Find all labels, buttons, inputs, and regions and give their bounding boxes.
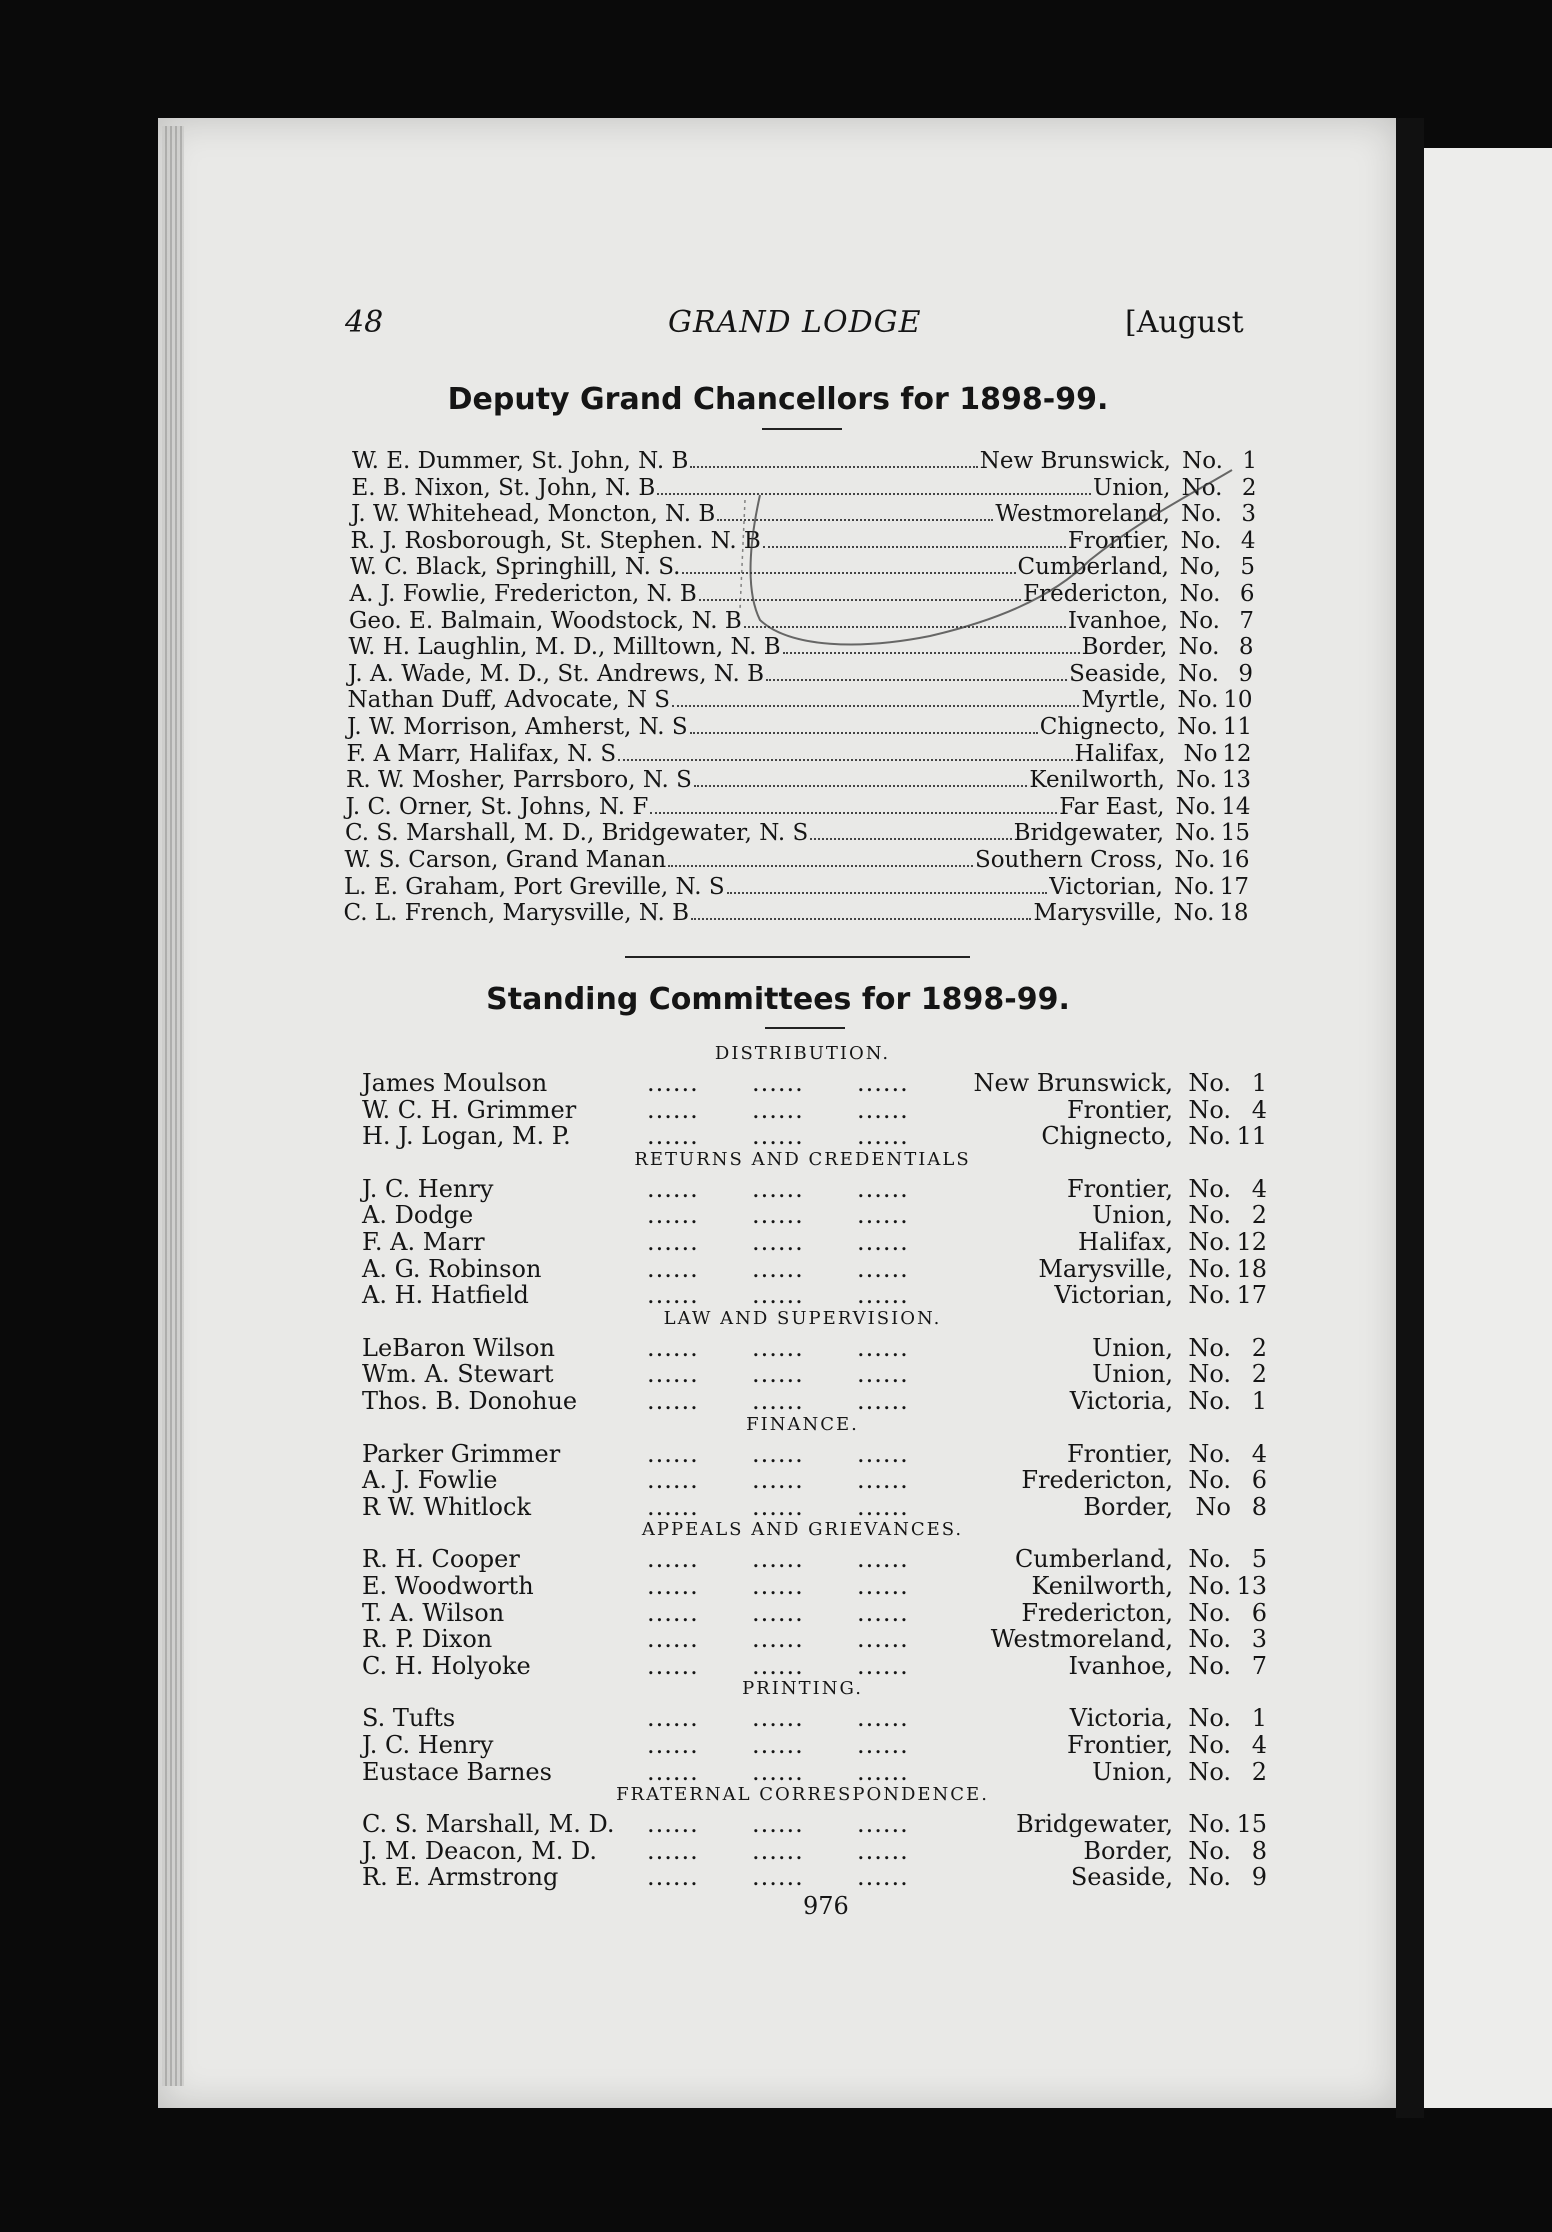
leader-dots: ...... — [752, 1228, 804, 1256]
leader-dots: ...... — [752, 1810, 804, 1839]
deputy-lodge: Fredericton, — [1023, 581, 1169, 607]
deputy-lodge: Kenilworth, — [1029, 767, 1165, 794]
lodge-number: 7 — [1251, 1651, 1267, 1680]
deputy-lodge: New Brunswick, — [979, 448, 1171, 474]
deputy-lodge: Cumberland, — [1017, 554, 1169, 581]
committee-heading: LAW AND SUPERVISION. — [663, 1307, 942, 1329]
lodge-number: 2 — [1251, 1201, 1267, 1230]
leader-dots: ...... — [647, 1731, 699, 1759]
lodge-no-label: No. — [1188, 1095, 1231, 1124]
member-lodge: Westmoreland, — [990, 1625, 1173, 1654]
deputy-lodge: Seaside, — [1069, 660, 1167, 687]
member-name: J. C. Henry — [362, 1731, 494, 1759]
leader-dots: ...... — [752, 1360, 804, 1389]
deputy-name: Geo. E. Balmain, Woodstock, N. B — [349, 607, 742, 634]
lodge-number: 3 — [1251, 1625, 1267, 1654]
lodge-no-label: No. — [1174, 873, 1215, 900]
leader-dots: ...... — [752, 1387, 804, 1415]
lodge-number: 15 — [1220, 820, 1250, 847]
leader-dots: ...... — [752, 1625, 804, 1654]
lodge-number: 10 — [1223, 687, 1253, 714]
leader-dots: ...... — [647, 1095, 699, 1124]
lodge-no-label: No. — [1188, 1836, 1231, 1865]
lodge-no-label: No. — [1173, 900, 1215, 927]
leader-dots: ...... — [647, 1492, 699, 1521]
leader-dots: ...... — [857, 1757, 909, 1786]
deputies-title: Deputy Grand Chancellors for 1898-99. — [447, 382, 1109, 417]
deputy-lodge: Ivanhoe, — [1067, 607, 1168, 634]
leader-dots: ...... — [857, 1704, 909, 1733]
running-month: [August — [1125, 305, 1244, 340]
page-number: 48 — [345, 305, 384, 340]
member-lodge: Union, — [1092, 1757, 1173, 1786]
member-lodge: Union, — [1092, 1360, 1173, 1389]
deputy-lodge: Marysville, — [1033, 900, 1163, 927]
member-lodge: Marysville, — [1038, 1254, 1173, 1283]
lodge-no-label: No. — [1188, 1281, 1231, 1310]
leader-dots: ...... — [647, 1466, 699, 1495]
member-name: F. A. Marr — [362, 1228, 485, 1256]
leader-dots: ...... — [752, 1545, 804, 1574]
lodge-no-label: No. — [1188, 1069, 1231, 1097]
leader-dots: ...... — [857, 1281, 909, 1310]
lodge-number: 8 — [1251, 1492, 1267, 1521]
leader-dots: ...... — [857, 1228, 909, 1256]
deputy-lodge: Myrtle, — [1081, 687, 1167, 714]
lodge-number: 8 — [1238, 634, 1254, 661]
leader-dots: ...... — [647, 1863, 699, 1892]
member-lodge: Victorian, — [1054, 1281, 1173, 1310]
lodge-no-label: No, — [1179, 554, 1221, 581]
lodge-no-label: No. — [1188, 1439, 1231, 1468]
lodge-number: 4 — [1251, 1174, 1267, 1203]
lodge-number: 17 — [1236, 1281, 1267, 1310]
member-lodge: Bridgewater, — [1016, 1810, 1173, 1839]
lodge-number: 18 — [1219, 900, 1249, 927]
deputy-name: C. L. French, Marysville, N. B — [343, 900, 690, 927]
member-name: Parker Grimmer — [362, 1439, 561, 1468]
member-lodge: Cumberland, — [1014, 1545, 1173, 1574]
leader-dots: ...... — [857, 1810, 909, 1839]
lodge-no-label: No. — [1188, 1387, 1231, 1415]
lodge-no-label: No. — [1188, 1201, 1231, 1230]
lodge-no-label: No. — [1181, 474, 1223, 501]
member-name: James Moulson — [362, 1069, 548, 1097]
deputy-name: E. B. Nixon, St. John, N. B — [351, 474, 656, 501]
leader-dots: ...... — [752, 1572, 804, 1600]
lodge-number: 1 — [1251, 1387, 1267, 1415]
lodge-no-label: No. — [1188, 1757, 1231, 1786]
member-lodge: Frontier, — [1066, 1095, 1173, 1124]
deputy-lodge: Border, — [1081, 634, 1168, 661]
lodge-number: 12 — [1222, 740, 1252, 767]
lodge-number: 2 — [1251, 1360, 1267, 1389]
deputy-name: R. J. Rosborough, St. Stephen. N. B — [350, 527, 761, 554]
leader-dots: ...... — [857, 1466, 909, 1495]
member-name: E. Woodworth — [362, 1572, 534, 1600]
deputy-lodge: Far East, — [1059, 793, 1165, 820]
lodge-number: 5 — [1240, 554, 1255, 581]
member-lodge: Kenilworth, — [1031, 1572, 1173, 1600]
member-name: Eustace Barnes — [362, 1757, 552, 1786]
member-name: W. C. H. Grimmer — [362, 1095, 577, 1124]
lodge-number: 4 — [1251, 1439, 1267, 1468]
lodge-no-label: No. — [1176, 767, 1217, 794]
leader-dots: ...... — [647, 1281, 699, 1310]
leader-dots: ...... — [752, 1281, 804, 1310]
lodge-number: 6 — [1239, 581, 1255, 607]
leader-dots: ...... — [857, 1360, 909, 1389]
member-lodge: Fredericton, — [1021, 1598, 1173, 1627]
lodge-number: 14 — [1221, 793, 1251, 820]
deputy-name: F. A Marr, Halifax, N. S — [346, 740, 617, 767]
lodge-number: 3 — [1241, 501, 1256, 528]
lodge-no-label: No. — [1188, 1122, 1231, 1151]
member-lodge: Ivanhoe, — [1068, 1651, 1173, 1680]
lodge-number: 4 — [1251, 1731, 1267, 1759]
lodge-no-label: No. — [1182, 448, 1223, 474]
leader-dots: ...... — [857, 1836, 909, 1865]
leader-dots: ...... — [857, 1625, 909, 1654]
lodge-number: 1 — [1242, 448, 1257, 474]
leader-dots: ...... — [857, 1863, 909, 1892]
deputy-name: W. E. Dummer, St. John, N. B — [352, 448, 689, 474]
deputy-name: A. J. Fowlie, Fredericton, N. B — [349, 581, 697, 607]
committee-heading: FINANCE. — [746, 1413, 859, 1435]
deputy-name: C. S. Marshall, M. D., Bridgewater, N. S — [345, 820, 809, 847]
lodge-no-label: No. — [1177, 714, 1218, 740]
running-title: GRAND LODGE — [668, 305, 922, 340]
lodge-number: 1 — [1251, 1704, 1267, 1733]
leader-dots: ...... — [752, 1704, 804, 1733]
lodge-number: 6 — [1251, 1466, 1267, 1495]
deputy-name: L. E. Graham, Port Greville, N. S — [344, 873, 725, 900]
leader-dots: ...... — [647, 1545, 699, 1574]
lodge-no-label: No. — [1188, 1598, 1231, 1627]
folio-number: 976 — [803, 1892, 849, 1920]
leader-dots: ...... — [857, 1254, 909, 1283]
lodge-number: 18 — [1236, 1254, 1267, 1283]
committee-heading: RETURNS AND CREDENTIALS — [634, 1148, 971, 1170]
member-name: C. H. Holyoke — [362, 1651, 531, 1680]
lodge-no-label: No. — [1181, 501, 1222, 528]
leader-dots: ...... — [647, 1201, 699, 1230]
member-name: H. J. Logan, M. P. — [362, 1122, 571, 1151]
leader-dots: ...... — [647, 1572, 699, 1600]
lodge-no-label: No. — [1178, 634, 1220, 661]
deputy-name: J. A. Wade, M. D., St. Andrews, N. B — [348, 660, 764, 687]
committee-heading: DISTRIBUTION. — [714, 1043, 891, 1064]
deputy-lodge: Southern Cross, — [974, 847, 1164, 873]
member-name: A. H. Hatfield — [362, 1281, 529, 1310]
lodge-no-label: No. — [1174, 847, 1216, 873]
lodge-number: 11 — [1222, 714, 1252, 740]
leader-dots: ...... — [752, 1122, 804, 1151]
leader-dots: ...... — [647, 1360, 699, 1389]
leader-dots: ...... — [857, 1545, 909, 1574]
lodge-number: 6 — [1251, 1598, 1267, 1627]
lodge-no-label: No. — [1188, 1545, 1231, 1574]
member-name: T. A. Wilson — [362, 1598, 505, 1627]
leader-dots: ...... — [857, 1122, 909, 1151]
lodge-no-label: No. — [1188, 1651, 1231, 1680]
member-lodge: Frontier, — [1066, 1731, 1173, 1759]
deputy-name: W. C. Black, Springhill, N. S. — [350, 554, 681, 581]
lodge-number: 15 — [1236, 1810, 1267, 1839]
member-name: J. C. Henry — [362, 1174, 494, 1203]
member-lodge: Victoria, — [1069, 1387, 1173, 1415]
deputy-name: J. C. Orner, St. Johns, N. F — [345, 793, 649, 820]
deputy-lodge: Union, — [1092, 474, 1171, 501]
leader-dots: ...... — [647, 1836, 699, 1865]
member-name: R. E. Armstrong — [362, 1863, 559, 1892]
member-lodge: Halifax, — [1078, 1228, 1173, 1256]
member-name: A. G. Robinson — [362, 1254, 542, 1283]
lodge-number: 5 — [1251, 1545, 1267, 1574]
lodge-no-label: No. — [1188, 1228, 1231, 1256]
leader-dots: ...... — [647, 1069, 699, 1097]
leader-dots: ...... — [857, 1095, 909, 1124]
member-name: J. M. Deacon, M. D. — [362, 1836, 598, 1865]
member-lodge: Border, — [1083, 1836, 1173, 1865]
leader-dots: ...... — [752, 1757, 804, 1786]
deputy-name: W. S. Carson, Grand Manan — [344, 847, 667, 873]
leader-dots: ...... — [752, 1333, 804, 1362]
lodge-number: 13 — [1221, 767, 1251, 794]
lodge-no-label: No. — [1188, 1466, 1231, 1495]
lodge-number: 9 — [1251, 1863, 1267, 1892]
leader-dots: ...... — [647, 1704, 699, 1733]
leader-dots: ...... — [752, 1254, 804, 1283]
lodge-no-label: No. — [1175, 820, 1216, 847]
leader-dots: ...... — [647, 1598, 699, 1627]
leader-dots: ...... — [647, 1174, 699, 1203]
lodge-number: 2 — [1241, 474, 1257, 501]
leader-dots: ...... — [752, 1439, 804, 1468]
leader-dots: ...... — [647, 1757, 699, 1786]
leader-dots: ...... — [752, 1466, 804, 1495]
member-lodge: Border, — [1083, 1492, 1173, 1521]
lodge-no-label: No. — [1177, 687, 1219, 714]
leader-dots: ...... — [647, 1333, 699, 1362]
lodge-no-label: No. — [1188, 1810, 1231, 1839]
deputy-lodge: Frontier, — [1067, 527, 1170, 554]
lodge-number: 7 — [1239, 607, 1254, 634]
lodge-number: 1 — [1251, 1069, 1267, 1097]
leader-dots: ...... — [857, 1174, 909, 1203]
leader-dots: ...... — [857, 1598, 909, 1627]
leader-dots: ...... — [752, 1598, 804, 1627]
member-lodge: Fredericton, — [1021, 1466, 1173, 1495]
leader-dots: ...... — [752, 1731, 804, 1759]
lodge-no-label: No. — [1175, 793, 1217, 820]
deputy-name: Nathan Duff, Advocate, N S — [347, 687, 671, 714]
leader-dots: ...... — [752, 1201, 804, 1230]
lodge-no-label: No. — [1188, 1863, 1231, 1892]
member-name: LeBaron Wilson — [362, 1333, 555, 1362]
committees-title: Standing Committees for 1898-99. — [486, 982, 1070, 1017]
lodge-no-label: No. — [1188, 1572, 1231, 1600]
deputy-lodge: Bridgewater, — [1013, 820, 1164, 847]
leader-dots: ...... — [752, 1863, 804, 1892]
deputy-name: W. H. Laughlin, M. D., Milltown, N. B — [348, 634, 781, 661]
lodge-number: 4 — [1251, 1095, 1267, 1124]
committee-heading: FRATERNAL CORRESPONDENCE. — [616, 1784, 989, 1806]
leader-dots: ...... — [857, 1492, 909, 1521]
member-name: R W. Whitlock — [362, 1492, 531, 1521]
leader-dots: ...... — [857, 1651, 909, 1680]
member-lodge: Chignecto, — [1041, 1122, 1173, 1151]
member-lodge: New Brunswick, — [973, 1069, 1173, 1097]
committee-heading: PRINTING. — [742, 1678, 863, 1700]
leader-dots: ...... — [857, 1069, 909, 1097]
leader-dots: ...... — [752, 1069, 804, 1097]
leader-dots: ...... — [647, 1651, 699, 1680]
member-name: C. S. Marshall, M. D. — [362, 1810, 615, 1839]
deputy-name: J. W. Morrison, Amherst, N. S — [347, 714, 688, 740]
lodge-no-label: No. — [1188, 1625, 1231, 1654]
lodge-number: 13 — [1236, 1572, 1267, 1600]
lodge-no-label: No. — [1188, 1704, 1231, 1733]
committee-heading: APPEALS AND GRIEVANCES. — [641, 1519, 964, 1541]
leader-dots: ...... — [647, 1254, 699, 1283]
leader-dots: ...... — [752, 1651, 804, 1680]
deputy-lodge: Westmoreland, — [995, 501, 1170, 528]
member-name: S. Tufts — [362, 1704, 456, 1733]
member-lodge: Frontier, — [1066, 1174, 1173, 1203]
leader-dots: ...... — [647, 1228, 699, 1256]
leader-dots: ...... — [647, 1625, 699, 1654]
member-lodge: Seaside, — [1070, 1863, 1173, 1892]
member-name: Wm. A. Stewart — [362, 1360, 554, 1389]
leader-dots: ...... — [752, 1174, 804, 1203]
lodge-no-label: No. — [1180, 527, 1222, 554]
leader-dots: ...... — [857, 1572, 909, 1600]
lodge-no-label: No. — [1188, 1174, 1231, 1203]
leader-dots: ...... — [647, 1122, 699, 1151]
leader-dots: ...... — [857, 1333, 909, 1362]
lodge-number: 12 — [1236, 1228, 1267, 1256]
lodge-no-label: No — [1195, 1492, 1231, 1521]
member-name: Thos. B. Donohue — [362, 1387, 578, 1415]
leader-dots: ...... — [647, 1810, 699, 1839]
leader-dots: ...... — [752, 1095, 804, 1124]
member-lodge: Victoria, — [1069, 1704, 1173, 1733]
member-lodge: Union, — [1092, 1201, 1173, 1230]
leader-dots: ...... — [647, 1387, 699, 1415]
lodge-number: 11 — [1236, 1122, 1267, 1151]
leader-dots: ...... — [857, 1731, 909, 1759]
member-name: A. J. Fowlie — [362, 1466, 498, 1495]
member-lodge: Union, — [1092, 1333, 1173, 1362]
lodge-no-label: No — [1183, 740, 1218, 767]
member-name: R. H. Cooper — [362, 1545, 520, 1574]
member-lodge: Frontier, — [1066, 1439, 1173, 1468]
lodge-no-label: No. — [1188, 1360, 1231, 1389]
lodge-no-label: No. — [1188, 1333, 1231, 1362]
lodge-no-label: No. — [1188, 1731, 1231, 1759]
lodge-no-label: No. — [1179, 607, 1220, 634]
member-name: R. P. Dixon — [362, 1625, 493, 1654]
deputy-lodge: Chignecto, — [1039, 714, 1166, 740]
deputy-lodge: Halifax, — [1074, 740, 1166, 767]
leader-dots: ...... — [857, 1201, 909, 1230]
lodge-number: 9 — [1238, 660, 1253, 687]
leader-dots: ...... — [857, 1387, 909, 1415]
lodge-no-label: No. — [1188, 1254, 1231, 1283]
lodge-number: 8 — [1251, 1836, 1267, 1865]
leader-dots: ...... — [857, 1439, 909, 1468]
lodge-number: 4 — [1240, 527, 1256, 554]
leader-dots: ...... — [752, 1836, 804, 1865]
deputy-name: R. W. Mosher, Parrsboro, N. S — [346, 767, 692, 794]
lodge-number: 16 — [1220, 847, 1250, 873]
deputy-name: J. W. Whitehead, Moncton, N. B — [351, 501, 716, 528]
lodge-no-label: No. — [1178, 660, 1219, 687]
lodge-number: 2 — [1251, 1333, 1267, 1362]
lodge-number: 17 — [1219, 873, 1249, 900]
member-name: A. Dodge — [362, 1201, 474, 1230]
deputy-lodge: Victorian, — [1049, 873, 1163, 900]
lodge-no-label: No. — [1179, 581, 1221, 607]
leader-dots: ...... — [752, 1492, 804, 1521]
leader-dots: ...... — [647, 1439, 699, 1468]
lodge-number: 2 — [1251, 1757, 1267, 1786]
